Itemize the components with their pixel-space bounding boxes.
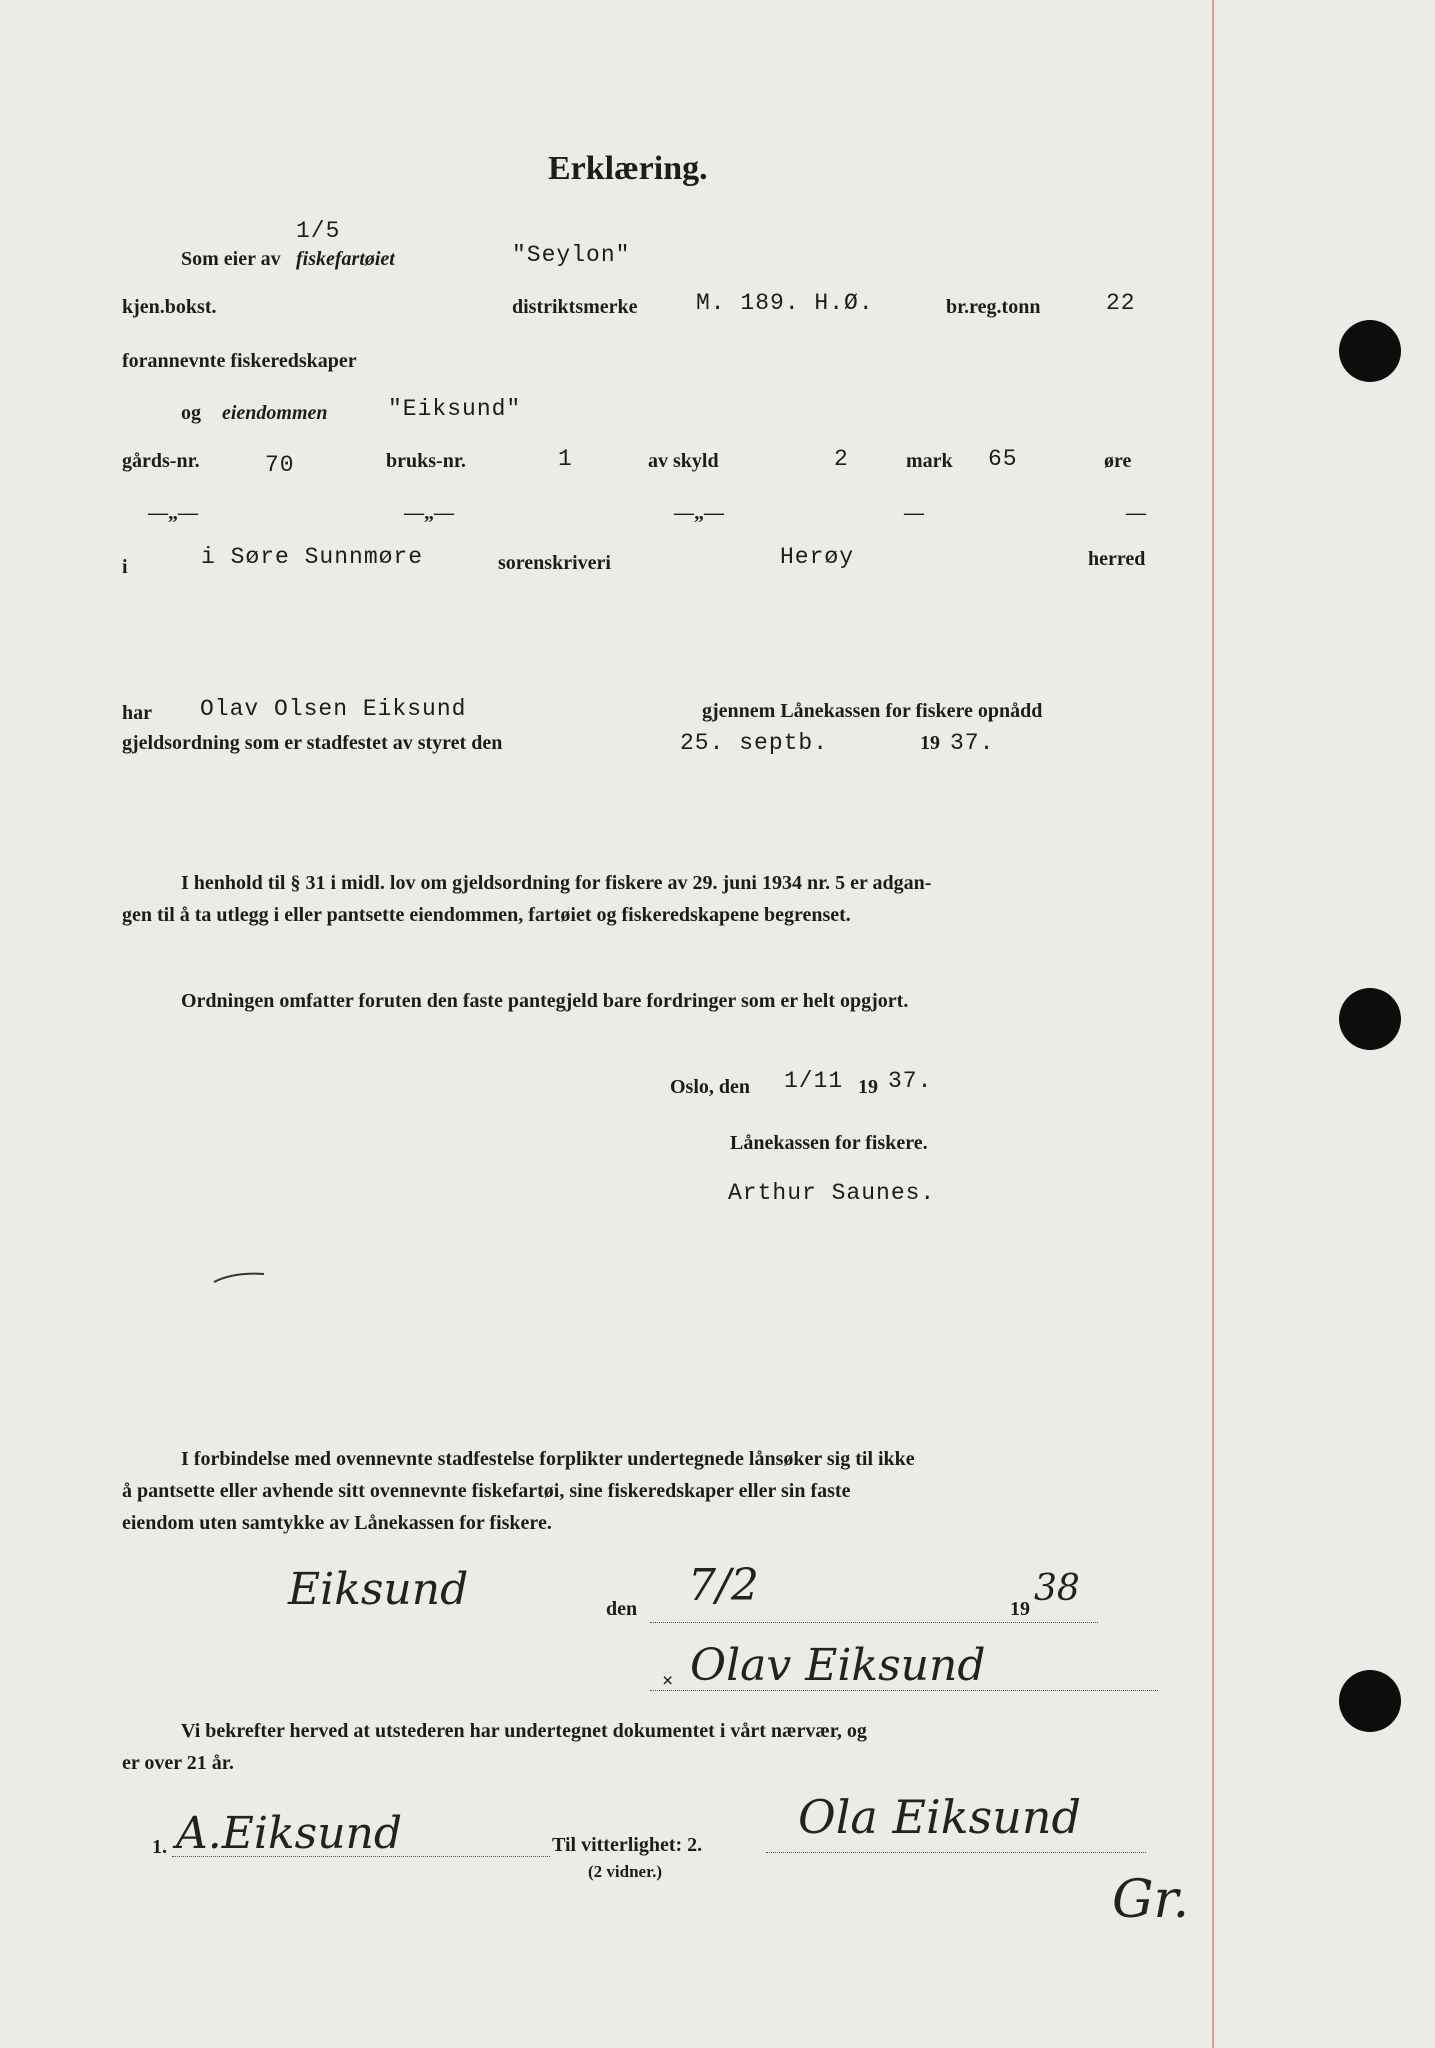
witness1-number: 1. [152,1836,167,1858]
date-dotted-line [650,1622,1098,1623]
herred-label: herred [1088,548,1146,570]
signature-year-prefix: 19 [1010,1598,1030,1620]
borrower-mark: × [662,1670,674,1692]
signature-den-label: den [606,1598,638,1620]
confirmation-year-suffix: 37. [950,730,995,756]
place-date-year-suffix: 37. [888,1068,933,1094]
borrower-dotted-line [650,1690,1158,1691]
property-label: eiendommen [222,402,328,424]
legal-paragraph [181,866,1157,900]
mark-label: mark [906,450,953,472]
district-value: M. 189. H.Ø. [696,290,874,316]
place-date-year-prefix: 19 [858,1076,878,1098]
ditto-mark: —„— [404,502,454,524]
district-name: i Søre Sunnmøre [201,544,424,570]
undertaking-line-3: eiendom uten samtykke av Lånekassen for fiskere. [122,1512,552,1534]
har-label: har [122,702,152,724]
legal-line-2: gen til å ta utlegg i eller pantsette eiendommen, fartøiet og fiskeredskapene begrenset. [122,904,851,926]
signature-year-suffix: 38 [1034,1568,1080,1609]
skyld-value: 2 [834,446,849,472]
signer-name: Arthur Saunes. [728,1180,936,1206]
row8-text: gjennem Lånekassen for fiskere opnådd [702,700,1043,722]
witness1-signature: A.Eiksund [176,1808,403,1859]
debtor-name: Olav Olsen Eiksund [200,696,467,722]
legal-line-1: I henhold til § 31 i midl. lov om gjeldsordning for fiskere av 29. juni 1934 nr. 5 er adgan- [181,872,932,894]
row9-text: gjeldsordning som er stadfestet av styret den [122,732,503,754]
place-date-day: 1/11 [784,1068,844,1094]
kjen-label: kjen.bokst. [122,296,217,318]
vessel-name: "Seylon" [512,242,631,268]
gear-label: forannevnte fiskeredskaper [122,350,357,372]
owner-label: Som eier av [181,248,281,270]
pen-stroke [210,1268,270,1288]
share-value: 1/5 [296,218,341,244]
herred-value: Herøy [780,544,855,570]
witness-paragraph [181,1714,1157,1748]
witness-line-1: Vi bekrefter herved at utstederen har undertegnet dokumentet i vårt nærvær, og [181,1720,867,1742]
skyld-label: av skyld [648,450,719,472]
vessel-label: fiskefartøiet [296,248,395,270]
ditto-dash: — [1126,502,1146,524]
issuer-name: Lånekassen for fiskere. [730,1132,928,1154]
witness-note: (2 vidner.) [588,1862,662,1881]
witness2-signature: Ola Eiksund [798,1790,1081,1844]
place-date-label: Oslo, den [670,1076,751,1098]
punch-hole-top [1339,320,1401,382]
clerk-initials: Gr. [1112,1870,1190,1930]
signature-place: Eiksund [288,1564,469,1615]
confirmation-year-prefix: 19 [920,732,940,754]
undertaking-paragraph [181,1442,1157,1476]
undertaking-line-2: å pantsette eller avhende sitt ovennevnte fiskefartøi, sine fiskeredskaper eller sin faste [122,1480,851,1502]
punch-hole-middle [1339,988,1401,1050]
witness-label: Til vitterlighet: 2. [552,1834,703,1856]
gards-label: gårds-nr. [122,450,200,472]
undertaking-paragraph-cont [122,1474,1157,1508]
property-name: "Eiksund" [388,396,522,422]
signature-date: 7/2 [688,1560,759,1611]
sorenskriveri-label: sorenskriveri [498,552,611,574]
ditto-dash: — [904,502,924,524]
witness-line-2: er over 21 år. [122,1752,234,1774]
witness1-dotted-line [172,1856,550,1857]
page-title: Erklæring. [548,150,708,187]
scope-paragraph: Ordningen omfatter foruten den faste pantegjeld bare fordringer som er helt opgjort. [181,990,909,1012]
legal-paragraph-cont [122,898,1157,932]
ditto-mark: —„— [674,502,724,524]
mark-value: 65 [988,446,1018,472]
borrower-signature: Olav Eiksund [690,1640,986,1691]
bruks-label: bruks-nr. [386,450,466,472]
red-margin-line [1212,0,1214,2048]
punch-hole-bottom [1339,1670,1401,1732]
ore-label: øre [1104,450,1132,472]
og-label: og [181,402,201,424]
confirmation-date: 25. septb. [680,730,829,756]
witness2-dotted-line [766,1852,1146,1853]
undertaking-line-1: I forbindelse med ovennevnte stadfestelse forplikter undertegnede lånsøker sig til ikke [181,1448,915,1470]
ditto-mark: —„— [148,502,198,524]
district-label: distriktsmerke [512,296,638,318]
tonnage-value: 22 [1106,290,1136,316]
i-label: i [122,556,128,578]
gards-value: 70 [265,452,295,478]
bruks-value: 1 [558,446,573,472]
tonnage-label: br.reg.tonn [946,296,1041,318]
